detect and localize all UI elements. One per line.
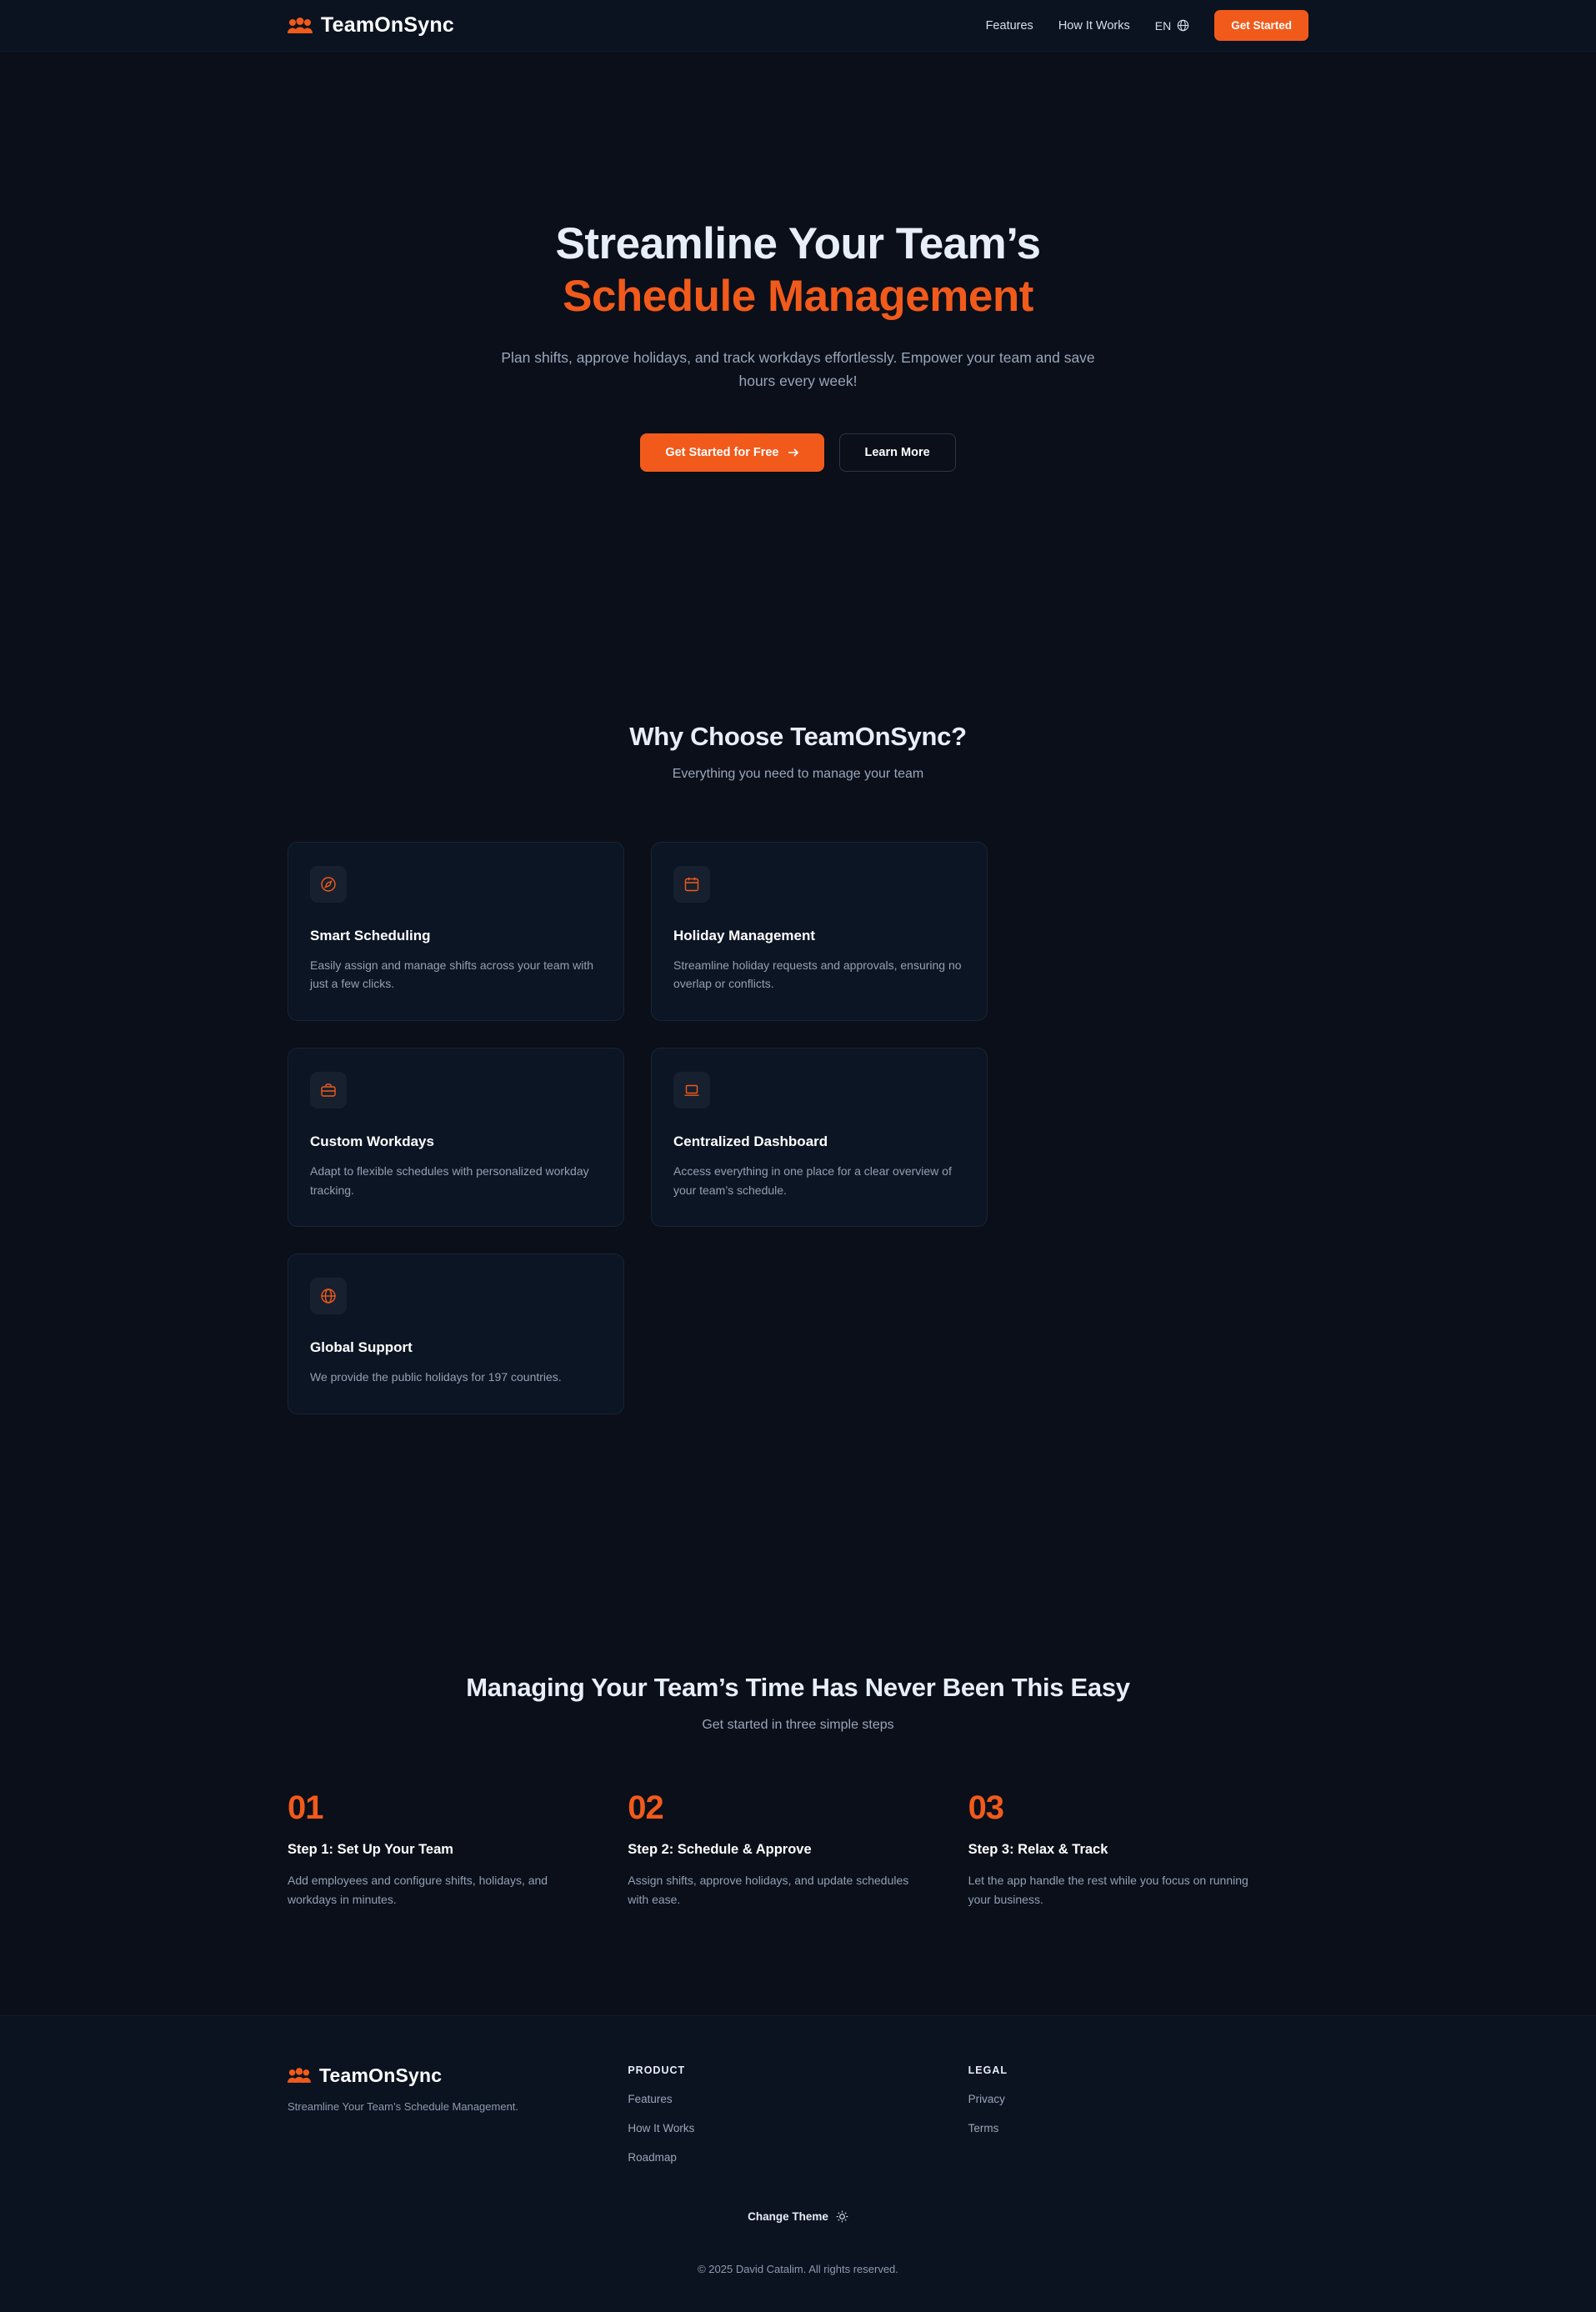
step-number: 03 bbox=[968, 1789, 1004, 1827]
feature-title: Custom Workdays bbox=[310, 1133, 434, 1150]
footer-link-terms[interactable]: Terms bbox=[968, 2121, 999, 2134]
footer-link-features[interactable]: Features bbox=[628, 2092, 673, 2105]
features-title: Why Choose TeamOnSync? bbox=[629, 721, 967, 751]
get-started-free-label: Get Started for Free bbox=[665, 445, 779, 459]
hero-title bbox=[0, 218, 1596, 323]
globe-icon bbox=[1177, 19, 1189, 32]
feature-card[interactable] bbox=[288, 842, 624, 1021]
hero-subtitle: Plan shifts, approve holidays, and track workdays effortlessly. Empower your team and save hours every week! bbox=[501, 349, 1095, 390]
change-theme-button[interactable] bbox=[288, 2210, 1308, 2223]
feature-text: Easily assign and manage shifts across your team with just a few clicks. bbox=[310, 958, 594, 991]
feature-card-list bbox=[288, 842, 1308, 1414]
step-number: 01 bbox=[288, 1789, 323, 1827]
footer-tagline: Streamline Your Team’s Schedule Management. bbox=[288, 2099, 519, 2113]
people-group-icon bbox=[288, 18, 313, 34]
change-theme-label: Change Theme bbox=[748, 2209, 828, 2223]
footer-product-heading: PRODUCT bbox=[628, 2064, 686, 2076]
sun-icon bbox=[836, 2210, 848, 2223]
brand-logo[interactable] bbox=[288, 13, 454, 38]
footer-link-privacy[interactable]: Privacy bbox=[968, 2092, 1005, 2105]
people-group-icon bbox=[288, 2068, 311, 2084]
steps-title: Managing Your Team’s Time Has Never Been This Easy bbox=[466, 1673, 1130, 1703]
footer-link-roadmap[interactable]: Roadmap bbox=[628, 2150, 677, 2164]
brand-name: TeamOnSync bbox=[321, 13, 454, 37]
step-text: Assign shifts, approve holidays, and update schedules with ease. bbox=[628, 1874, 909, 1906]
footer-columns bbox=[288, 2064, 1308, 2164]
steps-list bbox=[288, 1789, 1308, 1909]
steps-subtitle: Get started in three simple steps bbox=[702, 1718, 894, 1733]
feature-text: Streamline holiday requests and approvals, ensuring no overlap or conflicts. bbox=[673, 958, 962, 991]
site-header bbox=[0, 0, 1596, 52]
nav-features[interactable]: Features bbox=[985, 18, 1033, 33]
step-number: 02 bbox=[628, 1789, 663, 1827]
step-text: Add employees and configure shifts, holidays, and workdays in minutes. bbox=[288, 1874, 548, 1906]
language-label: EN bbox=[1154, 18, 1172, 33]
feature-card[interactable] bbox=[288, 1254, 624, 1414]
site-footer bbox=[0, 2015, 1596, 2312]
copyright: © 2025 David Catalim. All rights reserved. bbox=[698, 2262, 898, 2275]
footer-brand bbox=[288, 2064, 628, 2164]
footer-brand-name: TeamOnSync bbox=[319, 2064, 443, 2086]
step-title: Step 3: Relax & Track bbox=[968, 1842, 1108, 1858]
feature-title: Smart Scheduling bbox=[310, 927, 431, 943]
step-title: Step 1: Set Up Your Team bbox=[288, 1842, 453, 1858]
nav-how-it-works[interactable]: How It Works bbox=[1058, 18, 1130, 33]
step-item bbox=[968, 1789, 1308, 1909]
step-text: Let the app handle the rest while you focus on running your business. bbox=[968, 1874, 1248, 1906]
footer-legal-heading: LEGAL bbox=[968, 2064, 1008, 2076]
learn-more-button[interactable]: Learn More bbox=[839, 433, 956, 472]
feature-text: Adapt to flexible schedules with personalized workday tracking. bbox=[310, 1164, 589, 1197]
hero-section bbox=[0, 52, 1596, 472]
feature-title: Centralized Dashboard bbox=[673, 1133, 828, 1150]
feature-card[interactable] bbox=[288, 1048, 624, 1227]
get-started-button[interactable]: Get Started bbox=[1214, 10, 1308, 41]
calendar-icon bbox=[673, 866, 710, 903]
feature-card[interactable] bbox=[651, 842, 988, 1021]
hero-title-line1: Streamline Your Team’s bbox=[555, 219, 1041, 268]
features-subtitle: Everything you need to manage your team bbox=[672, 766, 924, 781]
globe-icon bbox=[310, 1278, 347, 1314]
footer-logo[interactable] bbox=[288, 2064, 628, 2087]
hero-title-line2: Schedule Management bbox=[563, 271, 1033, 321]
briefcase-icon bbox=[310, 1072, 347, 1108]
step-title: Step 2: Schedule & Approve bbox=[628, 1842, 812, 1858]
primary-nav bbox=[986, 10, 1308, 41]
feature-text: Access everything in one place for a clear overview of your team’s schedule. bbox=[673, 1164, 952, 1197]
footer-legal-column bbox=[968, 2064, 1308, 2164]
feature-title: Holiday Management bbox=[673, 927, 816, 943]
laptop-icon bbox=[673, 1072, 710, 1108]
footer-product-column bbox=[628, 2064, 968, 2164]
arrow-right-icon bbox=[788, 448, 799, 458]
step-item bbox=[628, 1789, 968, 1909]
feature-text: We provide the public holidays for 197 countries. bbox=[310, 1370, 562, 1384]
compass-icon bbox=[310, 866, 347, 903]
features-section bbox=[0, 722, 1596, 1414]
footer-link-how-it-works[interactable]: How It Works bbox=[628, 2121, 695, 2134]
feature-card[interactable] bbox=[651, 1048, 988, 1227]
language-selector[interactable] bbox=[1155, 19, 1189, 33]
feature-title: Global Support bbox=[310, 1339, 413, 1356]
step-item bbox=[288, 1789, 628, 1909]
how-it-works-section bbox=[0, 1673, 1596, 1909]
get-started-free-button[interactable] bbox=[640, 433, 823, 472]
hero-actions bbox=[0, 433, 1596, 472]
